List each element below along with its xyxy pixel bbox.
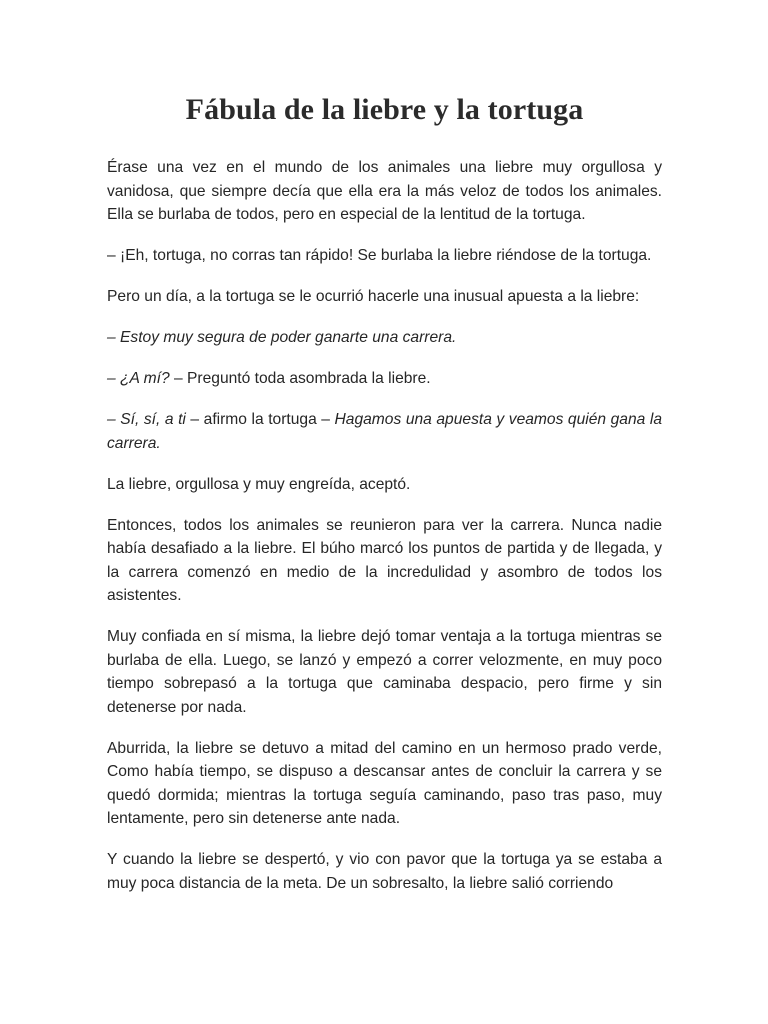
dialogue-narration: – Preguntó toda asombrada la liebre. (169, 370, 431, 387)
paragraph-hare-runs: Muy confiada en sí misma, la liebre dejó tomar ventaja a la tortuga mientras se burlaba de ella. Luego, se lanzó y empezó a correr velozmente, en muy poco tiempo sobrepasó a la tortuga que caminaba despacio, pero firme y sin detenerse por nada. (107, 628, 662, 716)
dialogue-italic: – Sí, sí, a ti (107, 411, 186, 428)
paragraph-hare-question (107, 367, 662, 391)
paragraph-race-start: Entonces, todos los animales se reunieron para ver la carrera. Nunca nadie había desafiado a la liebre. El búho marcó los puntos de partida y de llegada, y la carrera comenzó en medio de la incredulidad y asombro de todos los asistentes. (107, 516, 662, 604)
paragraph-hare-sleeps: Aburrida, la liebre se detuvo a mitad del camino en un hermoso prado verde, Como había tiempo, se dispuso a descansar antes de concluir la carrera y se quedó dormida; mientras la tortuga seguía caminando, paso tras paso, muy lentamente, pero sin detenerse ante nada. (107, 739, 662, 827)
paragraph-tortoise-answer (107, 408, 662, 455)
paragraph-intro: Érase una vez en el mundo de los animales una liebre muy orgullosa y vanidosa, que siempre decía que ella era la más veloz de todos los animales. Ella se burlaba de todos, pero en especial de la lentitud de la tortuga. (107, 159, 662, 223)
paragraph-tortoise-bet: – Estoy muy segura de poder ganarte una carrera. (107, 329, 457, 346)
dialogue-italic: Hagamos una apuesta y veamos quién gana la carrera. (107, 411, 662, 452)
paragraph-challenge: Pero un día, a la tortuga se le ocurrió hacerle una inusual apuesta a la liebre: (107, 288, 640, 305)
dialogue-narration: – afirmo la tortuga – (185, 411, 335, 428)
page-title: Fábula de la liebre y la tortuga (185, 93, 584, 126)
dialogue-italic: – ¿A mí? (107, 370, 170, 387)
paragraph-accept: La liebre, orgullosa y muy engreída, aceptó. (107, 475, 411, 493)
paragraph-taunt: – ¡Eh, tortuga, no corras tan rápido! Se burlaba la liebre riéndose de la tortuga. (107, 247, 652, 264)
paragraph-hare-wakes: Y cuando la liebre se despertó, y vio con pavor que la tortuga ya se estaba a muy poca distancia de la meta. De un sobresalto, la liebre salió corriendo (107, 851, 662, 892)
